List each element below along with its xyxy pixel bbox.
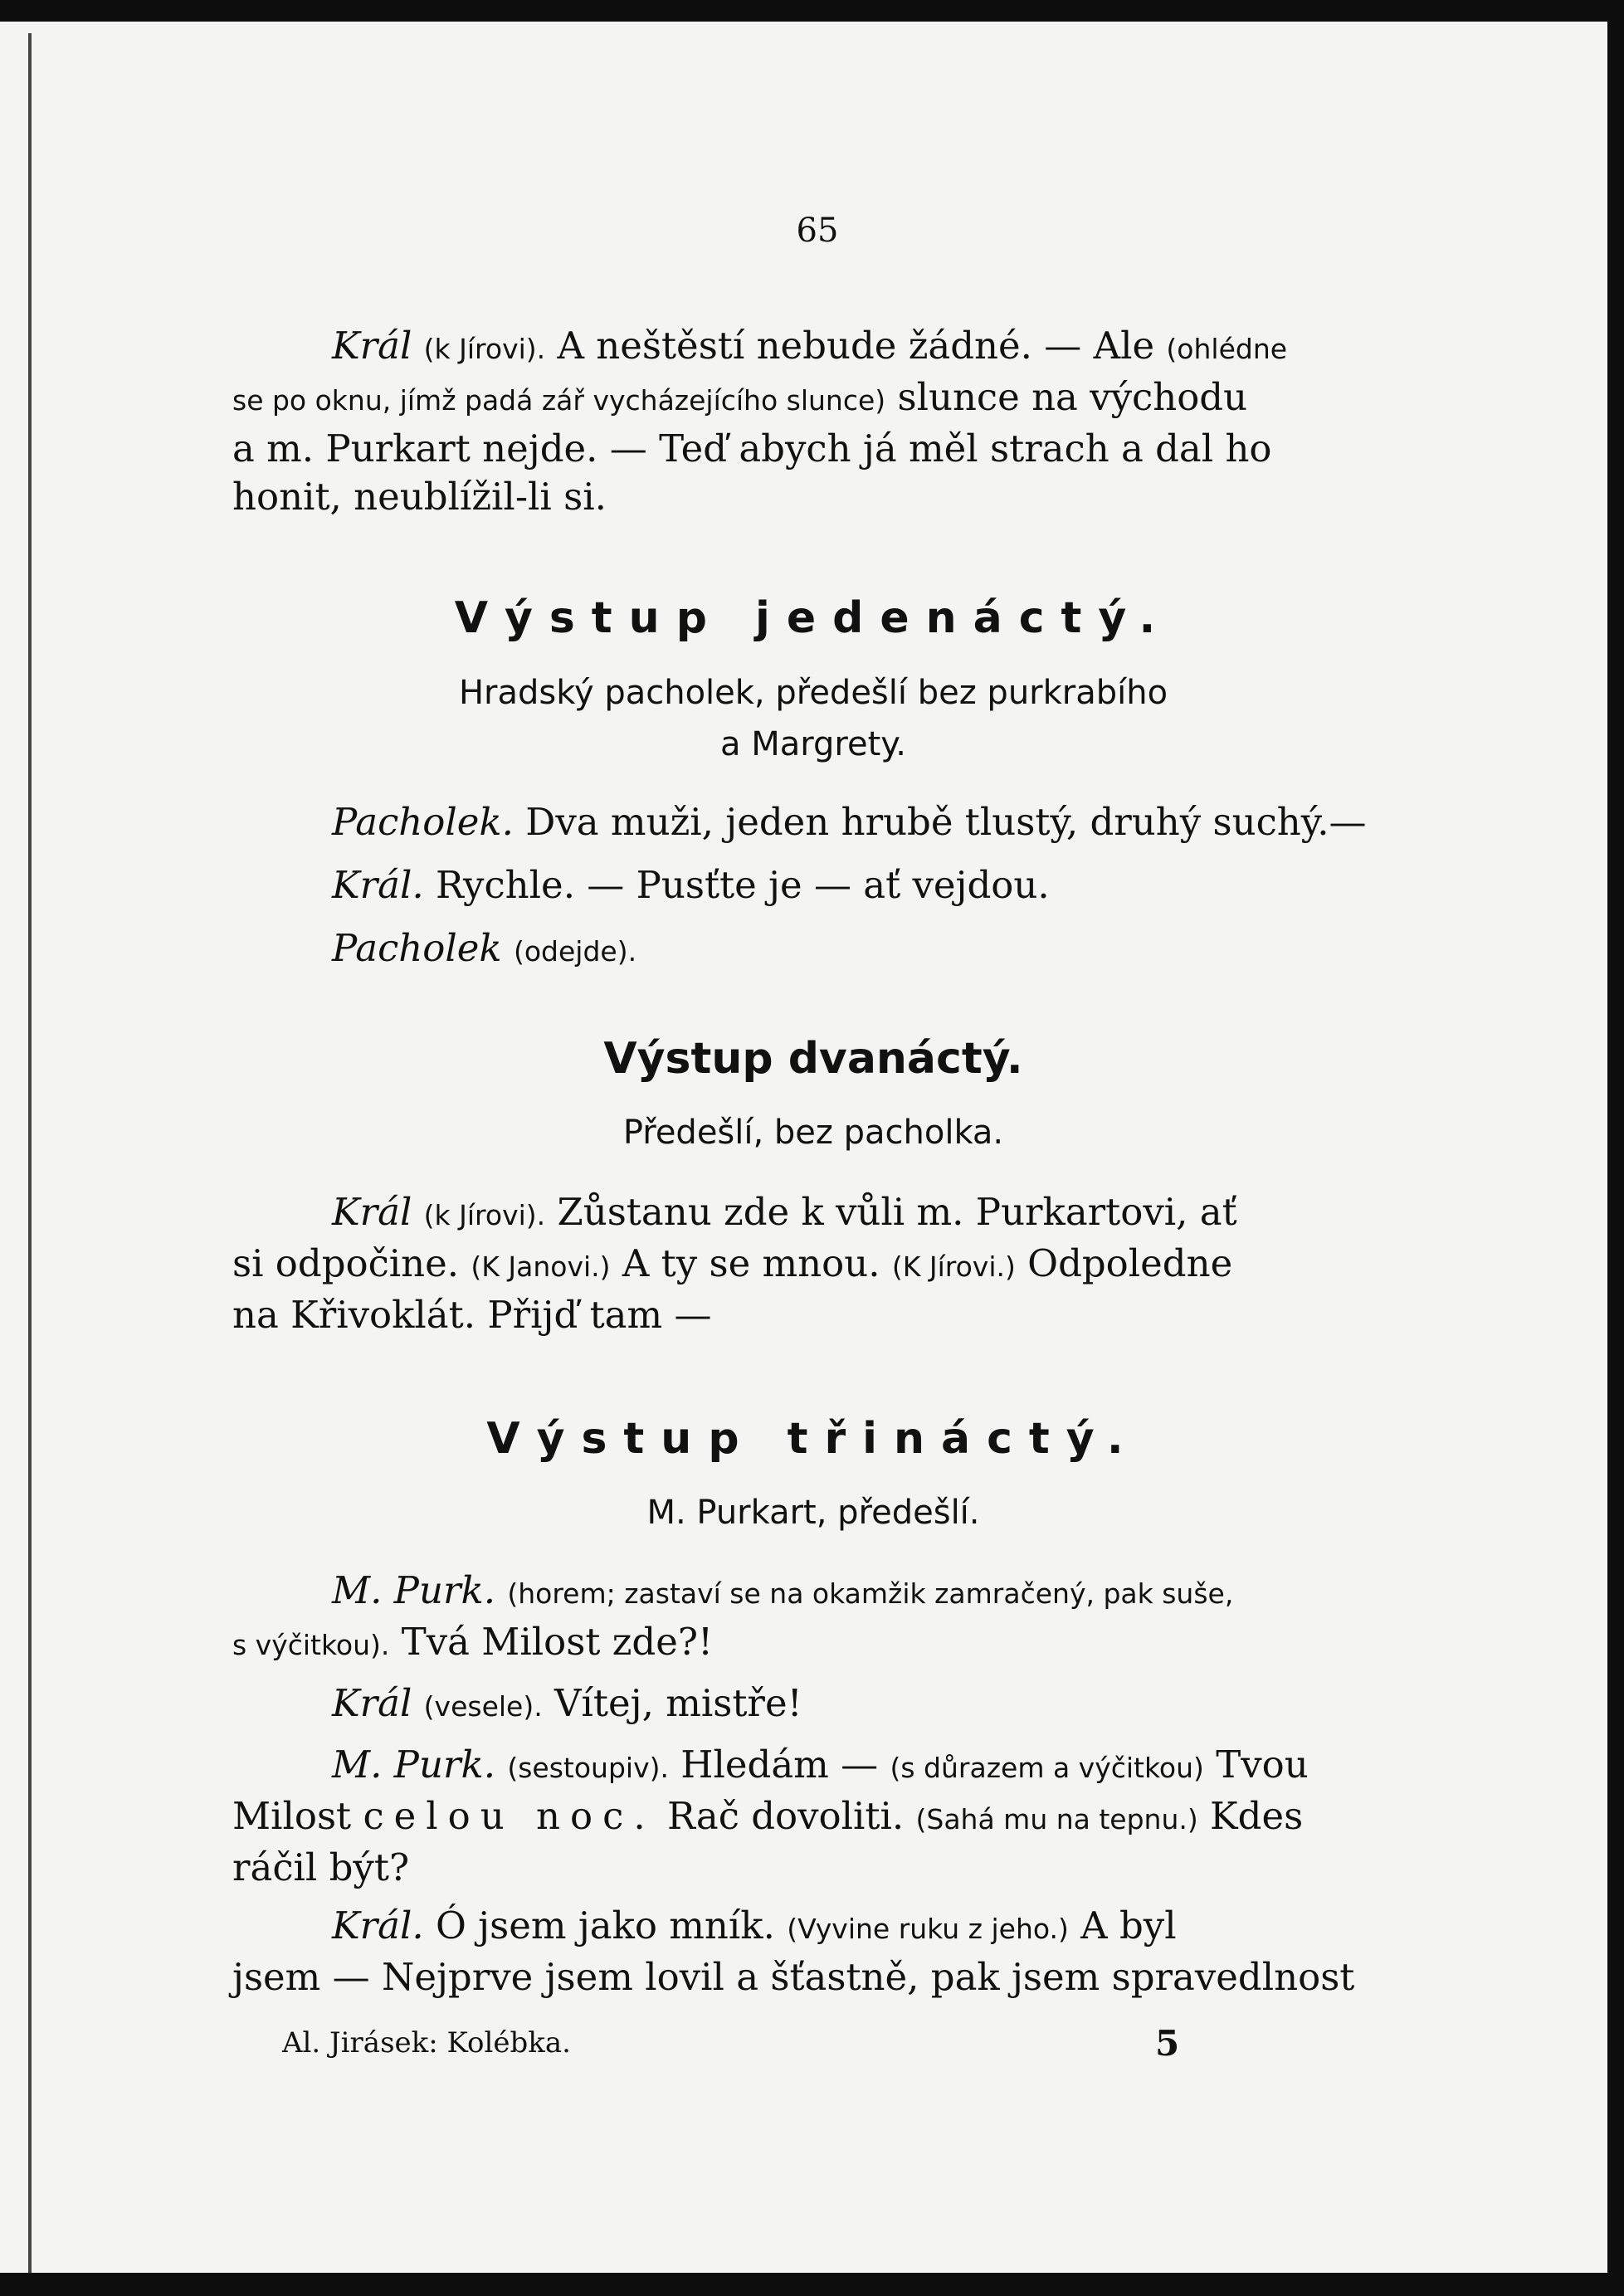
speaker-name: M. Purk. bbox=[332, 1568, 496, 1612]
speech-kral-3 bbox=[232, 1188, 1394, 1339]
text-line: honit, neublížil-li si. bbox=[232, 475, 607, 519]
speech-purkart-1 bbox=[232, 1567, 1394, 1670]
binding-gutter-line bbox=[28, 33, 32, 2274]
dialogue-text: Milost bbox=[232, 1794, 352, 1838]
stage-direction: (ohlédne bbox=[1166, 333, 1288, 365]
text-line: a m. Purkart nejde. — Teď abych já měl strach a dal ho bbox=[232, 427, 1272, 470]
speech-purkart-2 bbox=[232, 1741, 1394, 1892]
speaker-name: Pacholek. bbox=[332, 800, 514, 844]
stage-direction: (K Jírovi.) bbox=[891, 1250, 1016, 1283]
dialogue-text: Tvá Milost zde?! bbox=[401, 1620, 714, 1664]
text-line bbox=[232, 861, 1394, 909]
dialogue-text: Rač dovoliti. bbox=[666, 1794, 905, 1838]
speaker-name: Král. bbox=[332, 863, 424, 907]
speech-pacholek-2 bbox=[232, 924, 1394, 976]
page-number: 65 bbox=[796, 212, 839, 250]
book-page bbox=[232, 0, 1394, 2296]
speaker-name: Král. bbox=[332, 1904, 424, 1947]
dialogue-text: Tvou bbox=[1216, 1743, 1309, 1787]
text-line: ráčil být? bbox=[232, 1845, 410, 1889]
text-line bbox=[232, 1567, 1394, 1618]
dialogue-text: si odpočine. bbox=[232, 1241, 460, 1285]
text-line bbox=[232, 1679, 1394, 1731]
dialogue-text: Zůstanu zde k vůli m. Purkartovi, ať bbox=[557, 1190, 1237, 1234]
stage-direction: (k Jírovi). bbox=[423, 1199, 546, 1231]
speech-kral-2 bbox=[232, 861, 1394, 909]
scene-cast: a Margrety. bbox=[720, 725, 906, 763]
stage-direction: (vesele). bbox=[423, 1690, 543, 1723]
emphasized-text: celou noc. bbox=[363, 1794, 656, 1838]
stage-direction: (horem; zastaví se na okamžik zamračený, pak suše, bbox=[507, 1577, 1234, 1610]
stage-direction: (s důrazem a výčitkou) bbox=[890, 1752, 1204, 1784]
stage-direction: (sestoupiv). bbox=[507, 1752, 669, 1784]
dialogue-text: A neštěstí nebude žádné. — Ale bbox=[557, 324, 1155, 368]
dialogue-text: A byl bbox=[1080, 1904, 1177, 1947]
text-line bbox=[232, 373, 1394, 425]
text-line bbox=[232, 1741, 1394, 1792]
text-line bbox=[232, 1792, 1394, 1844]
speech-pacholek-1 bbox=[232, 798, 1394, 846]
text-line bbox=[232, 798, 1394, 846]
text-line bbox=[232, 1618, 1394, 1670]
footer-signature-mark: 5 bbox=[1155, 2023, 1180, 2064]
speaker-name: M. Purk. bbox=[332, 1743, 496, 1787]
dialogue-text: Odpoledne bbox=[1027, 1241, 1233, 1285]
text-line: na Křivoklát. Přijď tam — bbox=[232, 1293, 712, 1337]
stage-direction: (Vyvine ruku z jeho.) bbox=[787, 1913, 1069, 1945]
speech-kral-5 bbox=[232, 1902, 1394, 2001]
text-line bbox=[232, 924, 1394, 976]
text-line: jsem — Nejprve jsem lovil a šťastně, pak jsem spravedlnost bbox=[232, 1955, 1355, 1999]
text-line bbox=[232, 1240, 1394, 1291]
scene-cast: Předešlí, bez pacholka. bbox=[622, 1114, 1004, 1152]
speaker-name: Král bbox=[332, 1190, 412, 1234]
dialogue-text: Hledám — bbox=[680, 1743, 879, 1787]
scan-border-right bbox=[1607, 0, 1624, 2296]
dialogue-text: Dva muži, jeden hrubě tlustý, druhý suchý.— bbox=[525, 800, 1367, 844]
stage-direction: (K Janovi.) bbox=[471, 1250, 611, 1283]
speaker-name: Král bbox=[332, 1681, 412, 1725]
scene-cast: Hradský pacholek, předešlí bez purkrabího bbox=[458, 674, 1168, 712]
scene-cast: M. Purkart, předešlí. bbox=[646, 1494, 980, 1532]
dialogue-text: slunce na východu bbox=[897, 375, 1248, 419]
scene-heading-13: Výstup třináctý. bbox=[486, 1414, 1140, 1464]
footer-author-title: Al. Jirásek: Kolébka. bbox=[282, 2026, 571, 2060]
speech-kral-4 bbox=[232, 1679, 1394, 1731]
text-line bbox=[232, 322, 1394, 373]
text-line bbox=[232, 1188, 1394, 1240]
speaker-name: Pacholek bbox=[332, 926, 502, 970]
scene-heading-11: Výstup jedenáctý. bbox=[454, 593, 1173, 643]
stage-direction: (k Jírovi). bbox=[423, 333, 546, 365]
speaker-name: Král bbox=[332, 324, 412, 368]
text-line bbox=[232, 1902, 1394, 1953]
dialogue-text: Ó jsem jako mník. bbox=[435, 1904, 775, 1947]
dialogue-text: A ty se mnou. bbox=[622, 1241, 880, 1285]
stage-direction: (Sahá mu na tepnu.) bbox=[915, 1803, 1198, 1835]
stage-direction: s výčitkou). bbox=[232, 1629, 390, 1661]
speech-kral-1 bbox=[232, 322, 1394, 521]
dialogue-text: Kdes bbox=[1210, 1794, 1304, 1838]
stage-direction: (odejde). bbox=[513, 935, 637, 968]
dialogue-text: Vítej, mistře! bbox=[554, 1681, 802, 1725]
dialogue-text: Rychle. — Pusťte je — ať vejdou. bbox=[435, 863, 1050, 907]
scene-heading-12: Výstup dvanáctý. bbox=[603, 1034, 1023, 1084]
stage-direction: se po oknu, jímž padá zář vycházejícího slunce) bbox=[232, 384, 886, 417]
